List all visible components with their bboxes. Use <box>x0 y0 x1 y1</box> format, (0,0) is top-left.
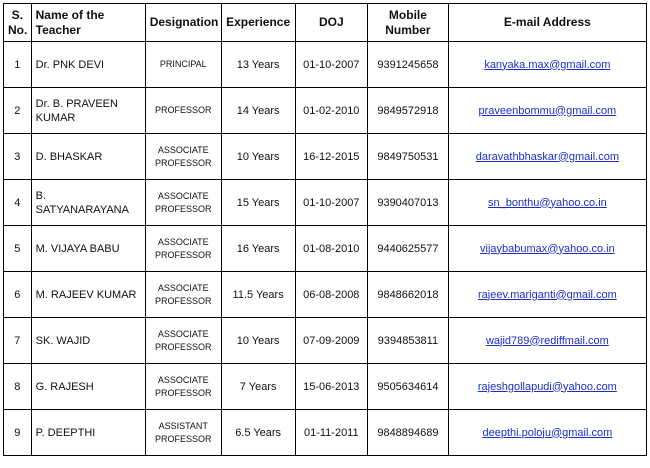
cell-sno: 4 <box>4 180 32 226</box>
cell-designation: ASSISTANT PROFESSOR <box>145 410 221 456</box>
cell-doj: 01-08-2010 <box>295 226 368 272</box>
header-row <box>4 4 647 42</box>
cell-email <box>448 88 646 134</box>
email-link[interactable]: daravathbhaskar@gmail.com <box>475 150 619 163</box>
cell-mobile: 9390407013 <box>368 180 449 226</box>
email-link[interactable]: kanyaka.max@gmail.com <box>484 58 611 71</box>
cell-sno: 5 <box>4 226 32 272</box>
email-link[interactable]: sn_bonthu@yahoo.co.in <box>487 196 607 209</box>
cell-sno: 3 <box>4 134 32 180</box>
cell-email <box>448 134 646 180</box>
cell-name: M. RAJEEV KUMAR <box>31 272 145 318</box>
cell-email <box>448 318 646 364</box>
cell-doj: 15-06-2013 <box>295 364 368 410</box>
cell-doj: 07-09-2009 <box>295 318 368 364</box>
cell-designation: ASSOCIATE PROFESSOR <box>145 226 221 272</box>
cell-designation: ASSOCIATE PROFESSOR <box>145 318 221 364</box>
cell-designation: PRINCIPAL <box>145 42 221 88</box>
cell-doj: 01-10-2007 <box>295 42 368 88</box>
cell-email <box>448 180 646 226</box>
cell-experience: 16 Years <box>221 226 295 272</box>
cell-email <box>448 364 646 410</box>
staff-table <box>3 3 647 456</box>
cell-name: Dr. PNK DEVI <box>31 42 145 88</box>
cell-designation: PROFESSOR <box>145 88 221 134</box>
cell-name: G. RAJESH <box>31 364 145 410</box>
cell-mobile: 9505634614 <box>368 364 449 410</box>
cell-designation: ASSOCIATE PROFESSOR <box>145 180 221 226</box>
table-row <box>4 364 647 410</box>
cell-experience: 11.5 Years <box>221 272 295 318</box>
cell-email <box>448 42 646 88</box>
cell-email <box>448 226 646 272</box>
table-row <box>4 134 647 180</box>
header-sno: S. No. <box>4 4 32 42</box>
cell-name: D. BHASKAR <box>31 134 145 180</box>
cell-sno: 7 <box>4 318 32 364</box>
cell-experience: 13 Years <box>221 42 295 88</box>
cell-experience: 10 Years <box>221 318 295 364</box>
cell-mobile: 9391245658 <box>368 42 449 88</box>
cell-doj: 01-02-2010 <box>295 88 368 134</box>
cell-mobile: 9394853811 <box>368 318 449 364</box>
email-link[interactable]: wajid789@rediffmail.com <box>485 334 609 347</box>
cell-experience: 6.5 Years <box>221 410 295 456</box>
cell-name: SK. WAJID <box>31 318 145 364</box>
cell-sno: 8 <box>4 364 32 410</box>
table-row <box>4 272 647 318</box>
cell-name: B. SATYANARAYANA <box>31 180 145 226</box>
cell-sno: 6 <box>4 272 32 318</box>
cell-email <box>448 272 646 318</box>
header-doj: DOJ <box>295 4 368 42</box>
cell-mobile: 9848894689 <box>368 410 449 456</box>
cell-doj: 06-08-2008 <box>295 272 368 318</box>
cell-doj: 01-10-2007 <box>295 180 368 226</box>
email-link[interactable]: vijaybabumax@yahoo.co.in <box>480 242 615 255</box>
table-row <box>4 180 647 226</box>
cell-mobile: 9849750531 <box>368 134 449 180</box>
cell-name: M. VIJAYA BABU <box>31 226 145 272</box>
cell-email <box>448 410 646 456</box>
cell-experience: 15 Years <box>221 180 295 226</box>
cell-doj: 01-11-2011 <box>295 410 368 456</box>
cell-name: P. DEEPTHI <box>31 410 145 456</box>
cell-designation: ASSOCIATE PROFESSOR <box>145 272 221 318</box>
table-row <box>4 42 647 88</box>
cell-name: Dr. B. PRAVEEN KUMAR <box>31 88 145 134</box>
header-experience: Experience <box>221 4 295 42</box>
table-body <box>4 42 647 456</box>
cell-designation: ASSOCIATE PROFESSOR <box>145 364 221 410</box>
email-link[interactable]: rajeev.mariganti@gmail.com <box>478 288 617 301</box>
cell-mobile: 9848662018 <box>368 272 449 318</box>
email-link[interactable]: rajeshgollapudi@yahoo.com <box>477 380 617 393</box>
cell-mobile: 9440625577 <box>368 226 449 272</box>
cell-experience: 10 Years <box>221 134 295 180</box>
cell-doj: 16-12-2015 <box>295 134 368 180</box>
email-link[interactable]: deepthi.poloju@gmail.com <box>482 426 613 439</box>
cell-experience: 7 Years <box>221 364 295 410</box>
table-row <box>4 410 647 456</box>
header-email: E-mail Address <box>448 4 646 42</box>
cell-experience: 14 Years <box>221 88 295 134</box>
table-row <box>4 318 647 364</box>
table-header <box>4 4 647 42</box>
header-mobile: Mobile Number <box>368 4 449 42</box>
email-link[interactable]: praveenbommu@gmail.com <box>478 104 617 117</box>
header-designation: Designation <box>145 4 221 42</box>
cell-designation: ASSOCIATE PROFESSOR <box>145 134 221 180</box>
cell-sno: 9 <box>4 410 32 456</box>
header-name: Name of the Teacher <box>31 4 145 42</box>
table-row <box>4 88 647 134</box>
cell-sno: 1 <box>4 42 32 88</box>
cell-sno: 2 <box>4 88 32 134</box>
cell-mobile: 9849572918 <box>368 88 449 134</box>
table-row <box>4 226 647 272</box>
